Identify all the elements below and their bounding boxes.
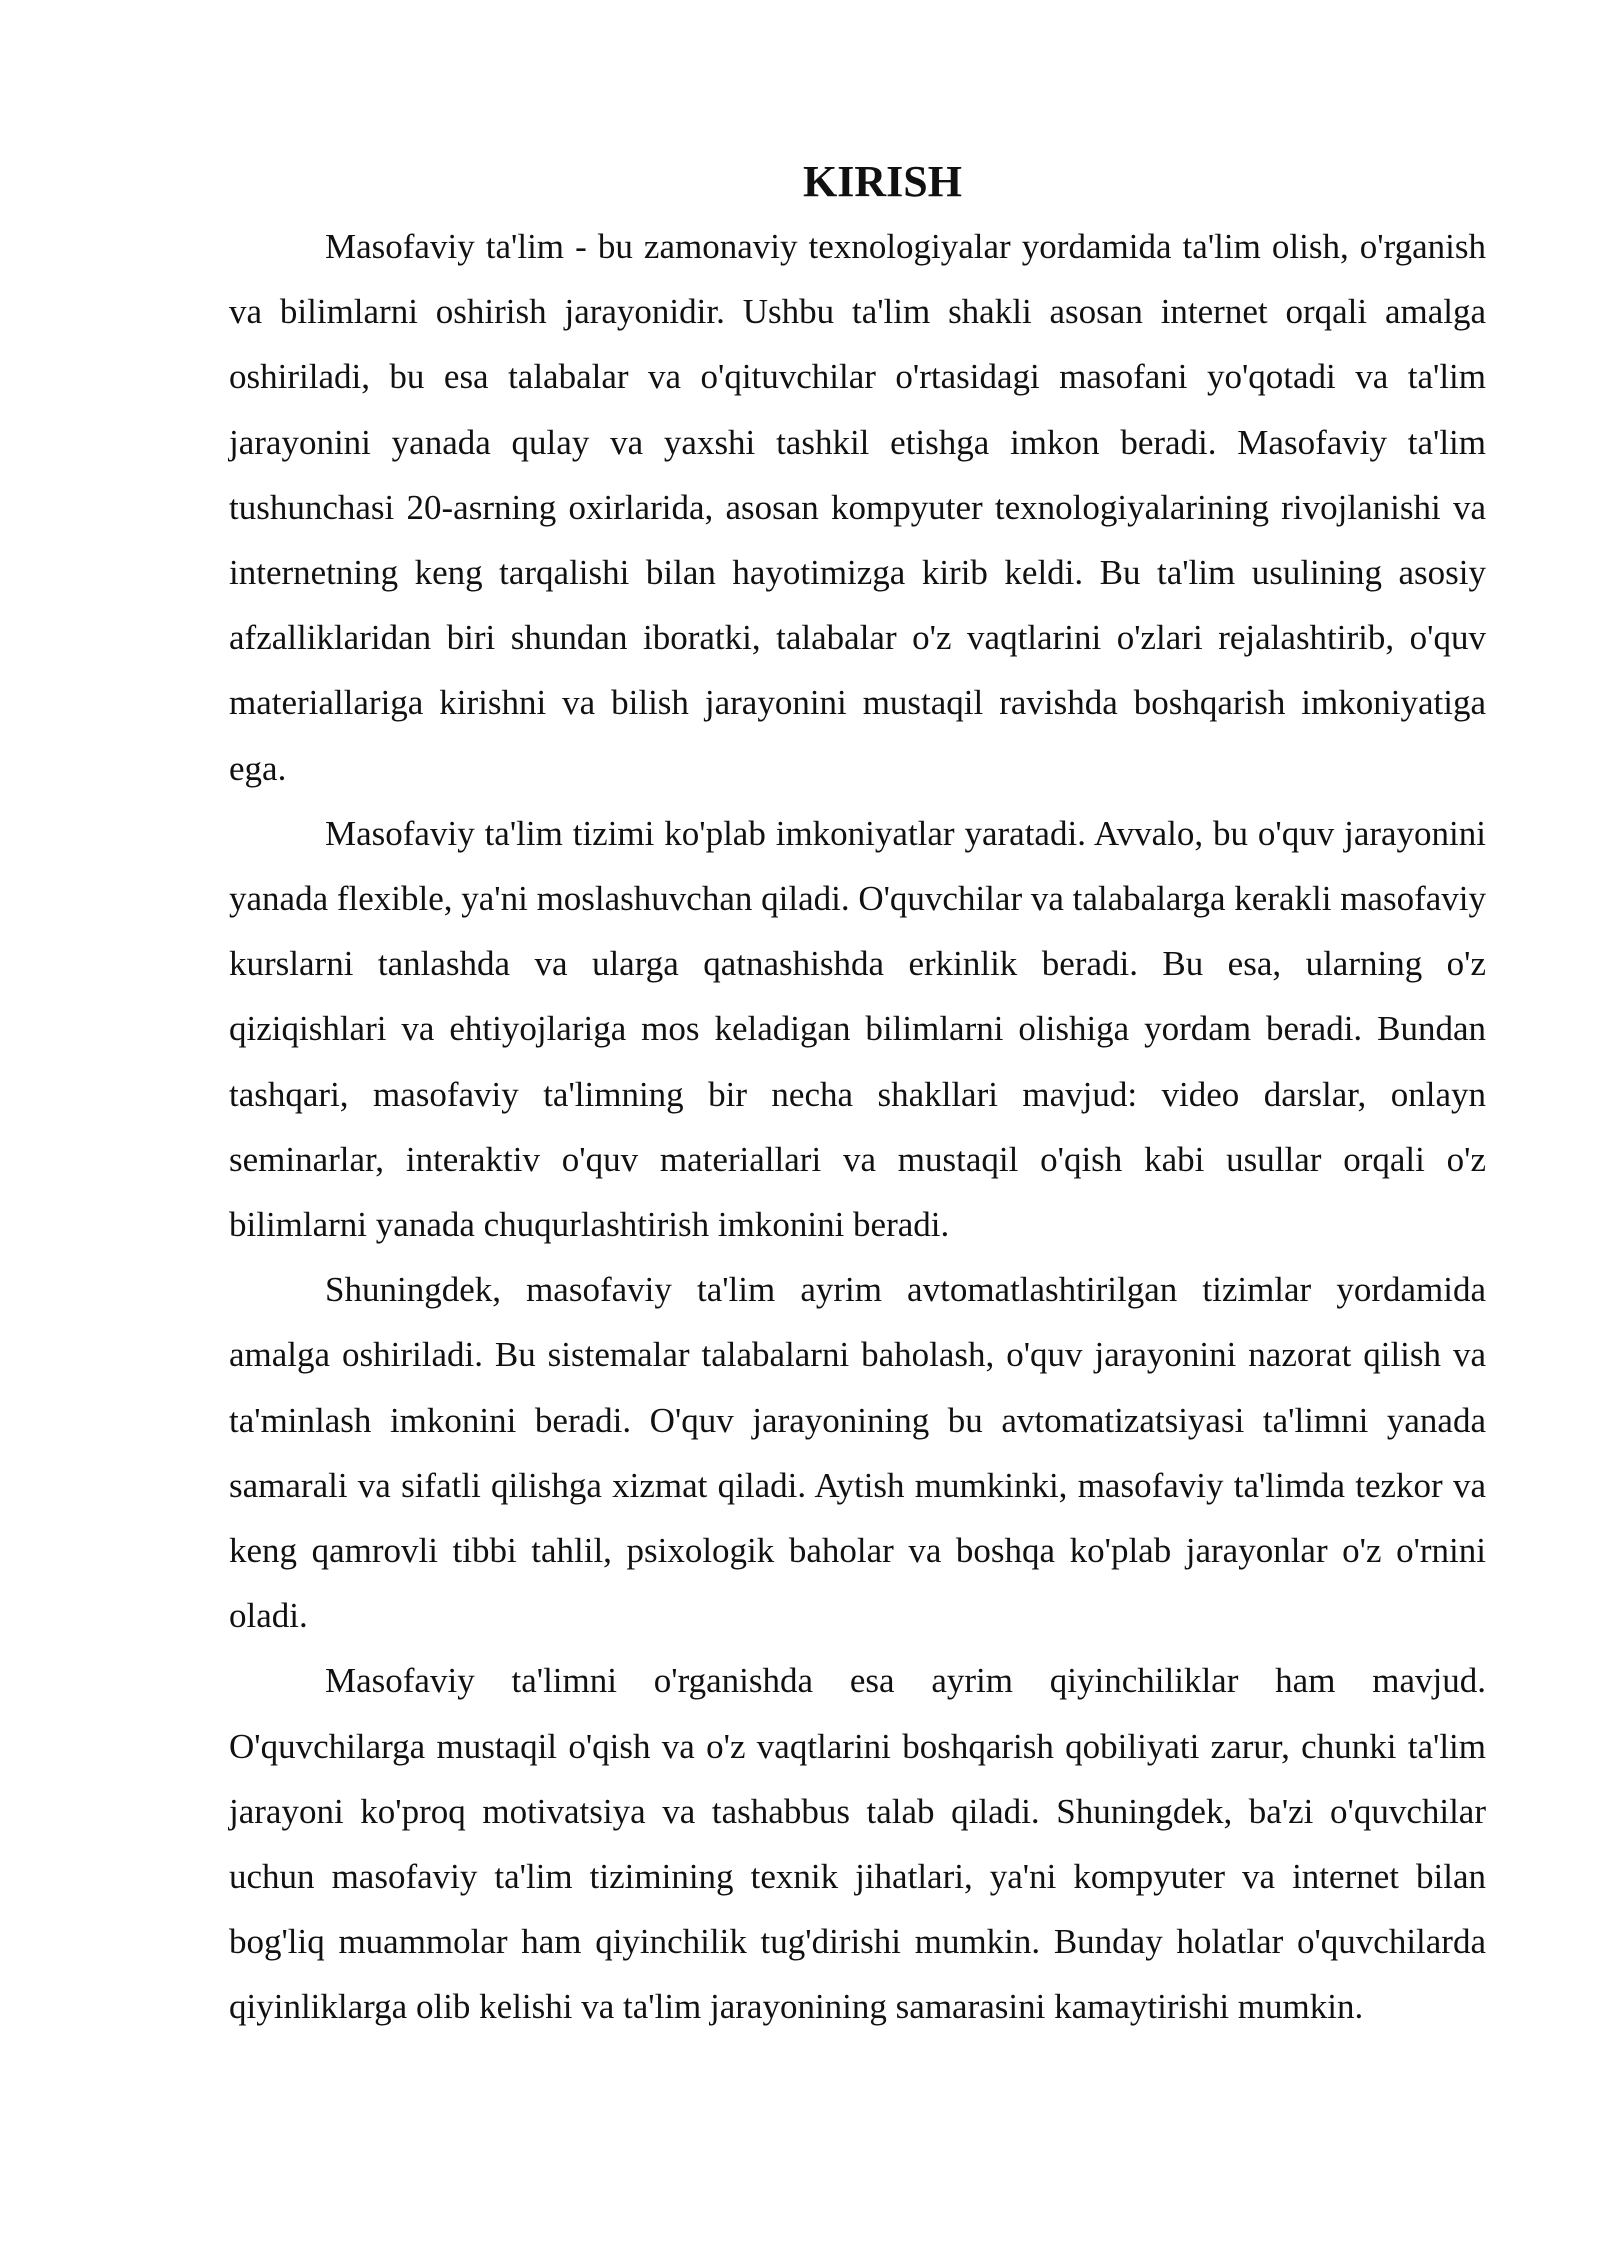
paragraph-2: Masofaviy ta'lim tizimi ko'plab imkoniyatlar yaratadi. Avvalo, bu o'quv jarayonini yanada flexible, ya'ni moslashuvchan qiladi. O'quvchilar va talabalarga kerakli masofaviy kurslarni tanlashda va ularga qatnashishda erkinlik beradi. Bu esa, ularning o'z qiziqishlari va ehtiyojlariga mos keladigan bilimlarni olishiga yordam beradi. Bundan tashqari, masofaviy ta'limning bir necha shakllari mavjud: video darslar, onlayn seminarlar, interaktiv o'quv materiallari va mustaqil o'qish kabi usullar orqali o'z bilimlarni yanada chuqurlashtirish imkonini beradi. (229, 813, 1486, 1245)
paragraph-1: Masofaviy ta'lim - bu zamonaviy texnologiyalar yordamida ta'lim olish, o'rganish va bilimlarni oshirish jarayonidir. Ushbu ta'lim shakli asosan internet orqali amalga oshiriladi, bu esa talabalar va o'qituvchilar o'rtasidagi masofani yo'qotadi va ta'lim jarayonini yanada qulay va yaxshi tashkil etishga imkon beradi. Masofaviy ta'lim tushunchasi 20-asrning oxirlarida, asosan kompyuter texnologiyalarining rivojlanishi va internetning keng tarqalishi bilan hayotimizga kirib keldi. Bu ta'lim usulining asosiy afzalliklaridan biri shundan iboratki, talabalar o'z vaqtlarini o'zlari rejalashtirib, o'quv materiallariga kirishni va bilish jarayonini mustaqil ravishda boshqarish imkoniyatiga ega. (229, 227, 1486, 788)
paragraph-3: Shuningdek, masofaviy ta'lim ayrim avtomatlashtirilgan tizimlar yordamida amalga oshiriladi. Bu sistemalar talabalarni baholash, o'quv jarayonini nazorat qilish va ta'minlash imkonini beradi. O'quv jarayonining bu avtomatizatsiyasi ta'limni yanada samarali va sifatli qilishga xizmat qiladi. Aytish mumkinki, masofaviy ta'limda tezkor va keng qamrovli tibbi tahlil, psixologik baholar va boshqa ko'plab jarayonlar o'z o'rnini oladi. (229, 1270, 1486, 1636)
document-page (229, 150, 1486, 2040)
page-title: KIRISH (803, 157, 962, 206)
paragraph-4: Masofaviy ta'limni o'rganishda esa ayrim qiyinchiliklar ham mavjud. O'quvchilarga mustaqil o'qish va o'z vaqtlarini boshqarish qobiliyati zarur, chunki ta'lim jarayoni ko'proq motivatsiya va tashabbus talab qiladi. Shuningdek, ba'zi o'quvchilar uchun masofaviy ta'lim tizimining texnik jihatlari, ya'ni kompyuter va internet bilan bog'liq muammolar ham qiyinchilik tug'dirishi mumkin. Bunday holatlar o'quvchilarda qiyinliklarga olib kelishi va ta'lim jarayonining samarasini kamaytirishi mumkin. (229, 1661, 1486, 2027)
